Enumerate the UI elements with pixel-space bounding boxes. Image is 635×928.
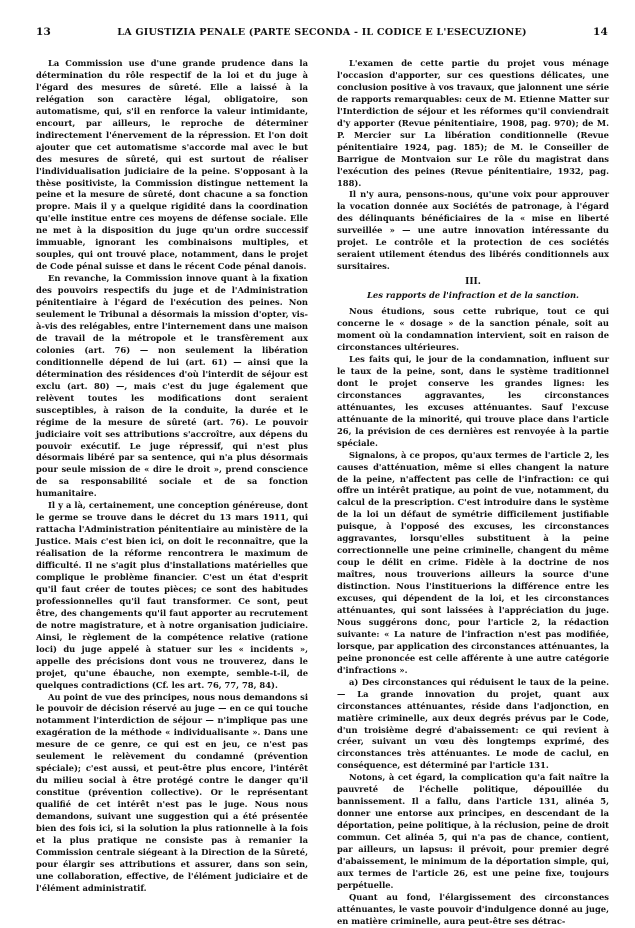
page-header: [36, 26, 608, 38]
paragraph: Il y a là, certainement, une conception généreuse, dont le germe se trouve dans le décret du 13 mars 1911, qui rattacha l'Administration pénitentiaire au ministère de la Justice. Mais c'est bien ici, on doit le reconnaître, que la réalisation de la réforme rencontrera le maximum de difficulté. Il ne s'agit plus d'installations matérielles que complique le problème financier. C'est un état d'esprit qu'il faut créer de toutes pièces; ce sont des habitudes professionnelles qu'il faut transformer. Ce sont, peut être, des changements qu'il faut apporter au recrutement de notre magistrature, et à notre organisation judiciaire. Ainsi, le règlement de la compétence relative (ratione loci) du juge appelé à statuer sur les « incidents », appelle des précisions dont vous ne trouverez, dans le projet, qu'une ébauche, non exempte, semble-t-il, de quelques contradictions (Cf. les art. 76, 77, 78, 84).: [36, 500, 308, 690]
paragraph: L'examen de cette partie du projet vous ménage l'occasion d'apporter, sur ces questions délicates, une conclusion positive à vos travaux, que jalonnent une série de rapports remarquables: ceux de M. Etienne Matter sur l'Interdiction de séjour et les réformes qu'il conviendrait d'y apporter (Revue pénitentiaire, 1908, pag. 970); de M. P. Mercier sur La libération conditionnelle (Revue pénitentiaire 1924, pag. 185); de M. le Conseiller de Barrigue de Montvaion sur Le rôle du magistrat dans l'exécution des peines (Revue pénitentiaire, 1932, pag. 188).: [337, 58, 609, 188]
paragraph: Notons, à cet égard, la complication qu'a fait naître la pauvreté de l'échelle politique, dépouillée du bannissement. Il a fallu, dans l'article 131, alinéa 5, donner une entorse aux principes, en descendant de la déportation, peine politique, à la réclusion, peine de droit commun. Cet alinéa 5, qui n'a pas de chance, contient, par ailleurs, un lapsus: il prévoit, pour premier degré d'abaissement, le minimum de la déportation simple, qui, aux termes de l'article 26, est une peine fixe, toujours perpétuelle.: [337, 772, 609, 890]
section-number: III.: [465, 277, 481, 288]
paragraph: Signalons, à ce propos, qu'aux termes de l'article 2, les causes d'atténuation, même si elles changent la nature de la peine, n'affectent pas celle de l'infraction: ce qui offre un intérêt pratique, au point de vue, notamment, du calcul de la prescription. C'est introduire dans le système de la loi un défaut de symétrie difficilement justifiable puisque, à l'opposé des excuses, les circonstances aggravantes, lorsqu'elles substituent à la peine correctionnelle une peine criminelle, changent du même coup le délit en crime. Fidèle à la doctrine de nos maîtres, nous trouverions ailleurs la source d'une distinction. Nous l'instituerions la différence entre les excuses, qui dépendent de la loi, et les circonstances atténuantes, qui sont laissées à l'appréciation du juge. Nous suggérons donc, pour l'article 2, la rédaction suivante: « La nature de l'infraction n'est pas modifiée, lorsque, par application des circonstances atténuantes, la peine prononcée est celle afférente à une autre catégorie d'infractions ».: [337, 449, 609, 675]
running-title: LA GIUSTIZIA PENALE (PARTE SECONDA - IL CODICE E L'ESECUZIONE): [117, 27, 527, 38]
right-column: [337, 58, 609, 928]
paragraph: La Commission use d'une grande prudence dans la détermination du rôle respectif de la loi et du juge à l'égard des mesures de sûreté. Elle a laissé à la relégation son caractère légal, obligatoire, son automatisme, qui, s'il en renforce la valeur intimidante, encourt, par ailleurs, le reproche de déterminer indirectement l'énervement de la répression. Et l'on doit ajouter que cet automatisme s'accorde mal avec le but des mesures de sûreté, qui est surtout de réaliser l'individualisation judiciaire de la peine. S'opposant à la thèse positiviste, la Commission distingue nettement la peine et la mesure de sûreté, dont chacune a sa fonction propre. Mais il y a quelque rigidité dans la coordination qu'elle institue entre ces moyens de défense sociale. Elle ne met à la disposition du juge qu'un ordre successif immuable, ignorant les combinaisons multiples, et souples, qui ont trouvé place, notamment, dans le projet de Code pénal suisse et dans le récent Code pénal danois.: [36, 58, 308, 272]
page-number-right: 14: [592, 26, 608, 38]
paragraph: Les faits qui, le jour de la condamnation, influent sur le taux de la peine, sont, dans le système traditionnel dont le projet conserve les grandes lignes: les circonstances aggravantes, les circonstances atténuantes, les excuses atténuantes. Sauf l'excuse atténuante de la minorité, qui trouve place dans l'article 26, la prévision de ces dernières est renvoyée à la partie spéciale.: [337, 353, 609, 448]
paragraph: Nous étudions, sous cette rubrique, tout ce qui concerne le « dosage » de la sanction pénale, soit au moment où la condamnation intervient, soit en raison de circonstances ultérieures.: [337, 306, 609, 353]
paragraph: Quant au fond, l'élargissement des circonstances atténuantes, le vaste pouvoir d'indulgence donné au juge, en matière criminelle, aura peut-être ses détrac-: [337, 891, 609, 926]
paragraph: a) Des circonstances qui réduisent le taux de la peine. — La grande innovation du projet, quant aux circonstances atténuantes, réside dans l'adjonction, en matière criminelle, aux deux degrés prévus par le Code, d'un troisième degré d'abaissement: ce qui revient à créer, suivant un vœu dès longtemps exprimé, des circonstances très atténuantes. Le mode de caclul, en conséquence, est déterminé par l'article 131.: [337, 676, 609, 771]
paragraph: En revanche, la Commission innove quant à la fixation des pouvoirs respectifs du juge et de l'Administration pénitentiaire à l'égard de l'exécution des peines. Non seulement le Tribunal a désormais la mission d'opter, vis-à-vis des relégables, entre l'internement dans une maison de travail de la métropole et le transfèrement aux colonies (art. 76) — non seulement la libération conditionnelle dépend de lui (art. 61) — ainsi que la détermination des résidences d'où l'interdit de séjour est exclu (art. 80) —, mais c'est du juge également que relèvent toutes les modifications dont seraient susceptibles, à raison de la conduite, la durée et le régime de la mesure de sûreté (art. 76). Le pouvoir judiciaire voit ses attributions s'accroître, aux dépens du pouvoir exécutif. Le juge répressif, qui n'est plus désormais libéré par sa sentence, qui n'a plus désormais pour seule mission de « dire le droit », prend conscience de sa responsabilité sociale et de sa fonction humanitaire.: [36, 273, 308, 499]
section-title: Les rapports de l'infraction et de la sanction.: [367, 290, 579, 301]
left-column: [36, 58, 308, 895]
paragraph: Au point de vue des principes, nous nous demandons si le pouvoir de décision réservé au juge — en ce qui touche notamment l'interdiction de séjour — n'implique pas une exagération de la méthode « individualisante ». Dans une mesure de ce genre, ce qui est en jeu, ce n'est pas seulement le relèvement du condamné (prévention spéciale); c'est aussi, et peut-être plus encore, l'intérêt du milieu social à être protégé contre le danger qu'il constitue (prévention collective). Or le représentant qualifié de cet intérêt n'est pas le juge. Nous nous demandons, suivant une suggestion qui a été présentée bien des fois ici, si la solution la plus rationnelle à la fois et la plus pratique ne consiste pas à remanier la Commission centrale siégeant à la Direction de la Sûreté, pour élargir ses attributions et assurer, dans son sein, une collaboration, effective, de l'élément judiciaire et de l'élément administratif.: [36, 691, 308, 893]
paragraph: Il n'y aura, pensons-nous, qu'une voix pour approuver la vocation donnée aux Sociétés de patronage, à l'égard des délinquants bénéficiaires de la « mise en liberté surveillée » — une autre innovation intéressante du projet. Le contrôle et la protection de ces sociétés seraient utilement étendus des libérés conditionnels aux sursitaires.: [337, 189, 609, 272]
page-number-left: 13: [36, 26, 52, 38]
